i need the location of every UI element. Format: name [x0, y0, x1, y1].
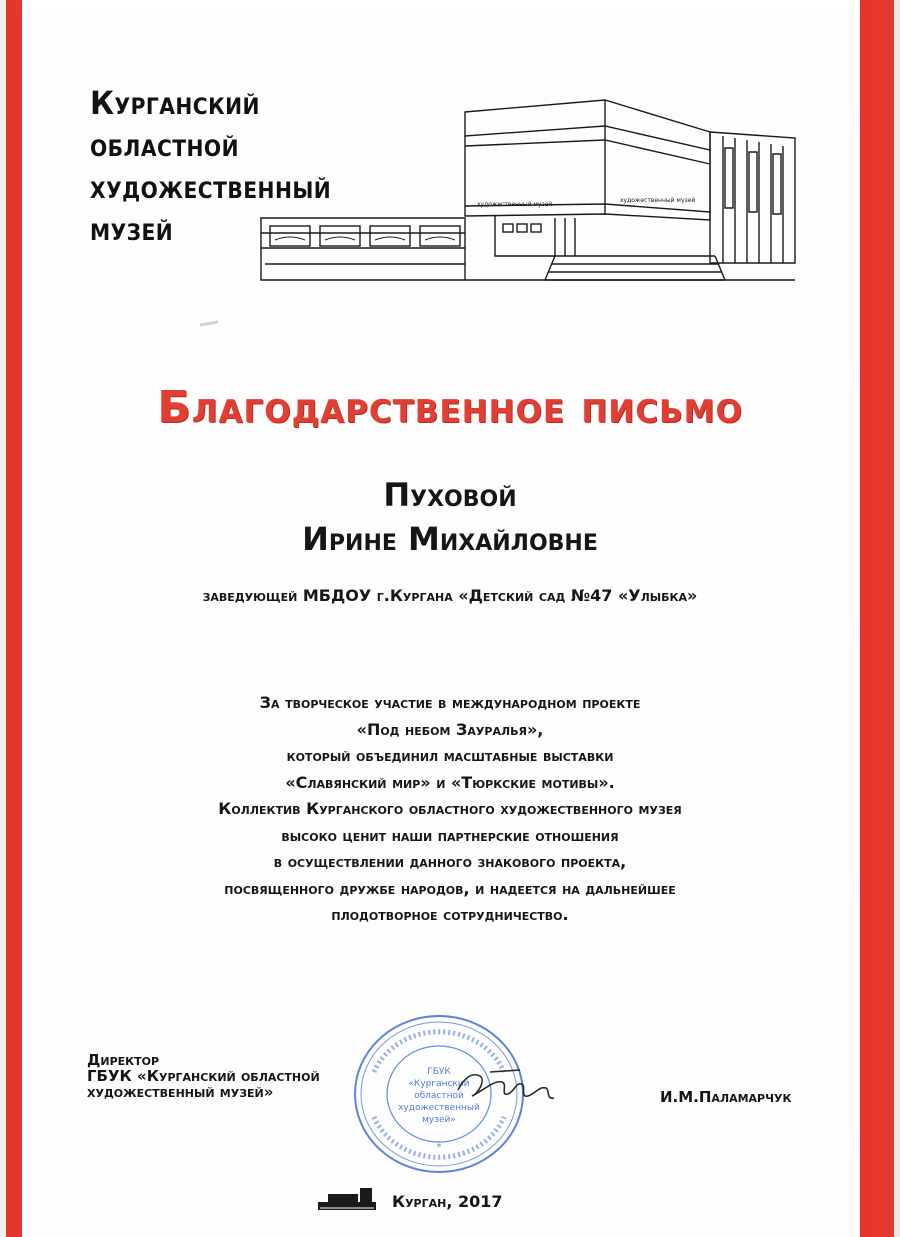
body-line: в осуществлении данного знакового проекта,	[273, 852, 627, 871]
letter-title: Благодарственное письмо	[157, 382, 743, 433]
museum-building-illustration	[255, 88, 805, 283]
signatory-name: И.М.Паламарчук	[660, 1088, 792, 1106]
body-line: посвященного дружбе народов, и надеется на дальнейшее	[224, 878, 676, 898]
museum-name-line: областной	[90, 126, 239, 164]
director-line: художественный музей»	[87, 1083, 274, 1101]
building-sign-left: художественный музей	[477, 201, 553, 208]
scan-speck	[200, 320, 218, 326]
director-line: ГБУК «Курганский областной	[87, 1067, 320, 1085]
recipient-name: Ирине Михайловне	[302, 520, 598, 558]
museum-logo-icon	[316, 1186, 378, 1212]
letter-body	[60, 690, 840, 929]
top-margin	[0, 0, 900, 14]
director-line: Директор	[87, 1051, 160, 1069]
body-line: «Славянский мир» и «Тюркские мотивы».	[285, 772, 615, 792]
body-line: За творческое участие в международном проекте	[259, 693, 641, 712]
svg-text:*: *	[436, 1142, 442, 1153]
body-line: который объединил масштабные выставки	[286, 746, 614, 765]
recipient-position: заведующей МБДОУ г.Кургана «Детский сад №47 «Улыбка»	[202, 586, 698, 605]
recipient-surname: Пуховой	[383, 476, 517, 514]
body-line: «Под небом Зауралья»,	[356, 719, 544, 739]
left-red-border	[0, 0, 22, 1237]
stamp-line: областной	[414, 1091, 464, 1101]
stamp-line: художественный	[398, 1103, 480, 1113]
museum-name-line: Курганский	[90, 84, 260, 122]
body-line: высоко ценит наши партнерские отношения	[281, 825, 619, 845]
building-sign-right: художественный музей	[620, 197, 696, 204]
director-signature	[450, 1060, 560, 1110]
stamp-line: ГБУК	[427, 1067, 451, 1077]
body-line: Коллектив Курганского областного художественного музея	[218, 799, 682, 818]
place-and-year: Курган, 2017	[392, 1192, 503, 1211]
stamp-line: «Курганский	[408, 1079, 470, 1089]
museum-name-line: музей	[90, 210, 174, 248]
stamp-line: музей»	[422, 1115, 456, 1125]
body-line: плодотворное сотрудничество.	[331, 905, 569, 924]
right-red-border	[860, 0, 900, 1237]
museum-name-line: художественный	[90, 168, 332, 206]
